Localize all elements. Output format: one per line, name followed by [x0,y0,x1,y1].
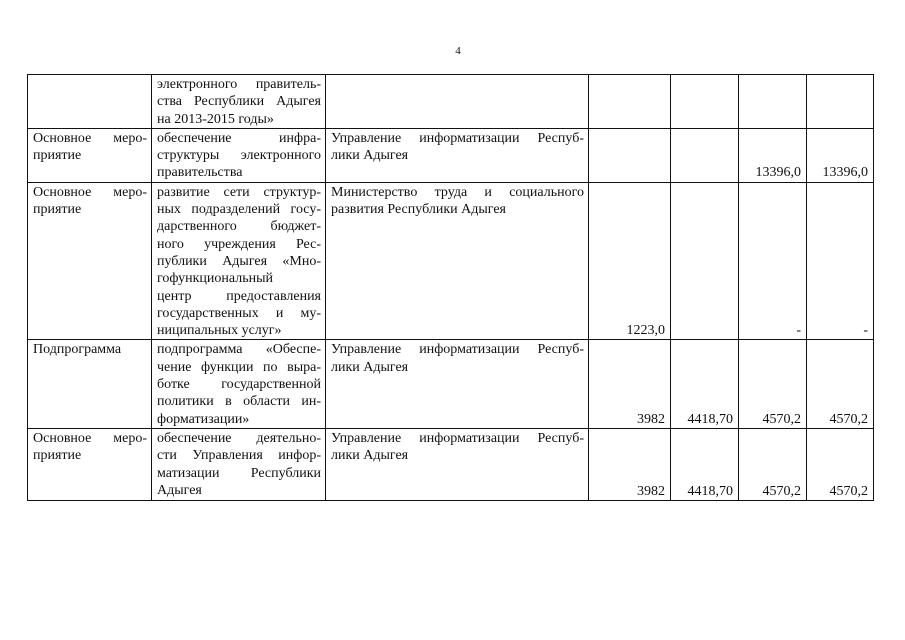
table-row [28,75,874,129]
value-cell-2: 4418,70 [671,428,739,500]
program-table [27,74,874,501]
text-line: приятие [33,202,82,218]
text-line: Подпрограмма [33,342,122,358]
name-cell [152,182,326,340]
value-cell-3: 4570,2 [739,428,807,500]
text-line: правительства [157,165,243,181]
text-line: Основное меро- [33,130,147,146]
value-cell-1: 3982 [589,340,671,428]
table-row [28,128,874,182]
text-line: политики в области ин- [157,394,321,410]
text-line: Управление информатизации Респуб- [331,430,584,446]
table-row [28,340,874,428]
text-line: ботке государственной [157,377,321,393]
value-cell-2: 4418,70 [671,340,739,428]
text-line: подпрограмма «Обеспе- [157,342,321,358]
text-line: приятие [33,148,82,164]
value-cell-2 [671,128,739,182]
text-line: дарственного бюджет- [157,219,321,235]
text-line: государственных и му- [157,305,321,321]
responsible-cell [326,182,589,340]
text-line: на 2013-2015 годы» [157,111,274,127]
text-line: Основное меро- [33,184,147,200]
text-line: развития Республики Адыгея [331,202,506,218]
value-cell-3: 4570,2 [739,340,807,428]
value-cell-4 [807,75,874,129]
text-line: центр предоставления [157,288,321,304]
value-cell-1: 3982 [589,428,671,500]
text-line: матизации Республики [157,465,321,481]
type-cell [28,128,152,182]
value-cell-3 [739,75,807,129]
type-cell [28,75,152,129]
text-line: Министерство труда и социального [331,184,584,200]
value-cell-1: 1223,0 [589,182,671,340]
text-line: электронного правитель- [157,77,321,92]
text-line: развитие сети структур- [157,184,321,200]
text-line: лики Адыгея [331,448,409,464]
text-line: Основное меро- [33,430,147,446]
name-cell [152,128,326,182]
value-cell-3: 13396,0 [739,128,807,182]
text-line: сти Управления инфор- [157,448,321,464]
text-line: Адыгея [157,482,202,498]
text-line: обеспечение инфра- [157,130,321,146]
text-line: приятие [33,448,82,464]
name-cell [152,75,326,129]
text-line: ниципальных услуг» [157,323,282,339]
text-line: лики Адыгея [331,148,409,164]
name-cell [152,428,326,500]
value-cell-4: - [807,182,874,340]
value-cell-2 [671,75,739,129]
text-line: Управление информатизации Респуб- [331,342,584,358]
text-line: ного учреждения Рес- [157,236,321,252]
value-cell-2 [671,182,739,340]
text-line: форматизации» [157,411,250,427]
responsible-cell [326,428,589,500]
responsible-cell [326,75,589,129]
value-cell-1 [589,128,671,182]
page-number: 4 [455,45,461,57]
text-line: чение функции по выра- [157,359,321,375]
type-cell [28,340,152,428]
responsible-cell [326,128,589,182]
value-cell-4: 4570,2 [807,340,874,428]
table-row [28,182,874,340]
text-line: обеспечение деятельно- [157,430,321,446]
text-line: ства Республики Адыгея [157,94,321,110]
type-cell [28,182,152,340]
table-row [28,428,874,500]
type-cell [28,428,152,500]
name-cell [152,340,326,428]
text-line: Управление информатизации Респуб- [331,130,584,146]
text-line: лики Адыгея [331,359,409,375]
value-cell-4: 13396,0 [807,128,874,182]
text-line: гофункциональный [157,271,273,287]
text-line: структуры электронного [157,148,321,164]
responsible-cell [326,340,589,428]
value-cell-4: 4570,2 [807,428,874,500]
value-cell-3: - [739,182,807,340]
value-cell-1 [589,75,671,129]
text-line: ных подразделений госу- [157,202,321,218]
text-line: публики Адыгея «Мно- [157,253,321,269]
